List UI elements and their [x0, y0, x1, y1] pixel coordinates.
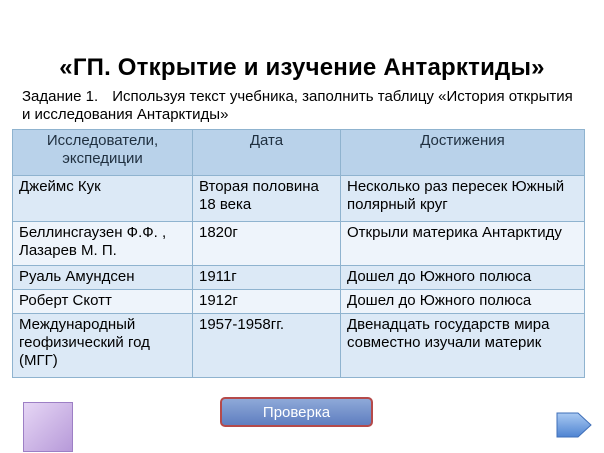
- cell-achievement: Открыли материка Антарктиду: [341, 222, 585, 266]
- table-row: [13, 314, 585, 378]
- header-achievements: Достижения: [341, 130, 585, 176]
- cell-achievement: Несколько раз пересек Южный полярный круг: [341, 176, 585, 222]
- cell-achievement: Дошел до Южного полюса: [341, 266, 585, 290]
- cell-achievement: Двенадцать государств мира совместно изучали материк: [341, 314, 585, 378]
- cell-explorer: Беллинсгаузен Ф.Ф. , Лазарев М. П.: [13, 222, 193, 266]
- check-button[interactable]: Проверка: [220, 397, 373, 427]
- back-nav-icon[interactable]: [23, 402, 73, 452]
- cell-date: 1911г: [193, 266, 341, 290]
- cell-date: 1957-1958гг.: [193, 314, 341, 378]
- task-number: Задание 1.: [22, 88, 99, 105]
- cell-date: 1912г: [193, 290, 341, 314]
- table-header-row: [13, 130, 585, 176]
- cell-explorer: Джеймс Кук: [13, 176, 193, 222]
- table-row: [13, 290, 585, 314]
- exploration-table: [12, 129, 585, 378]
- forward-arrow-icon[interactable]: [556, 409, 592, 441]
- cell-date: Вторая половина 18 века: [193, 176, 341, 222]
- task-instruction: [22, 88, 582, 124]
- cell-achievement: Дошел до Южного полюса: [341, 290, 585, 314]
- table-row: [13, 266, 585, 290]
- table-row: [13, 222, 585, 266]
- cell-explorer: Руаль Амундсен: [13, 266, 193, 290]
- cell-explorer: Роберт Скотт: [13, 290, 193, 314]
- slide-title: «ГП. Открытие и изучение Антарктиды»: [59, 54, 545, 81]
- cell-explorer: Международный геофизический год (МГГ): [13, 314, 193, 378]
- header-explorers: Исследователи, экспедиции: [13, 130, 193, 176]
- task-text: Используя текст учебника, заполнить таблицу «История открытия и исследования Антарктиды»: [22, 88, 573, 123]
- table-row: [13, 176, 585, 222]
- cell-date: 1820г: [193, 222, 341, 266]
- header-date: Дата: [193, 130, 341, 176]
